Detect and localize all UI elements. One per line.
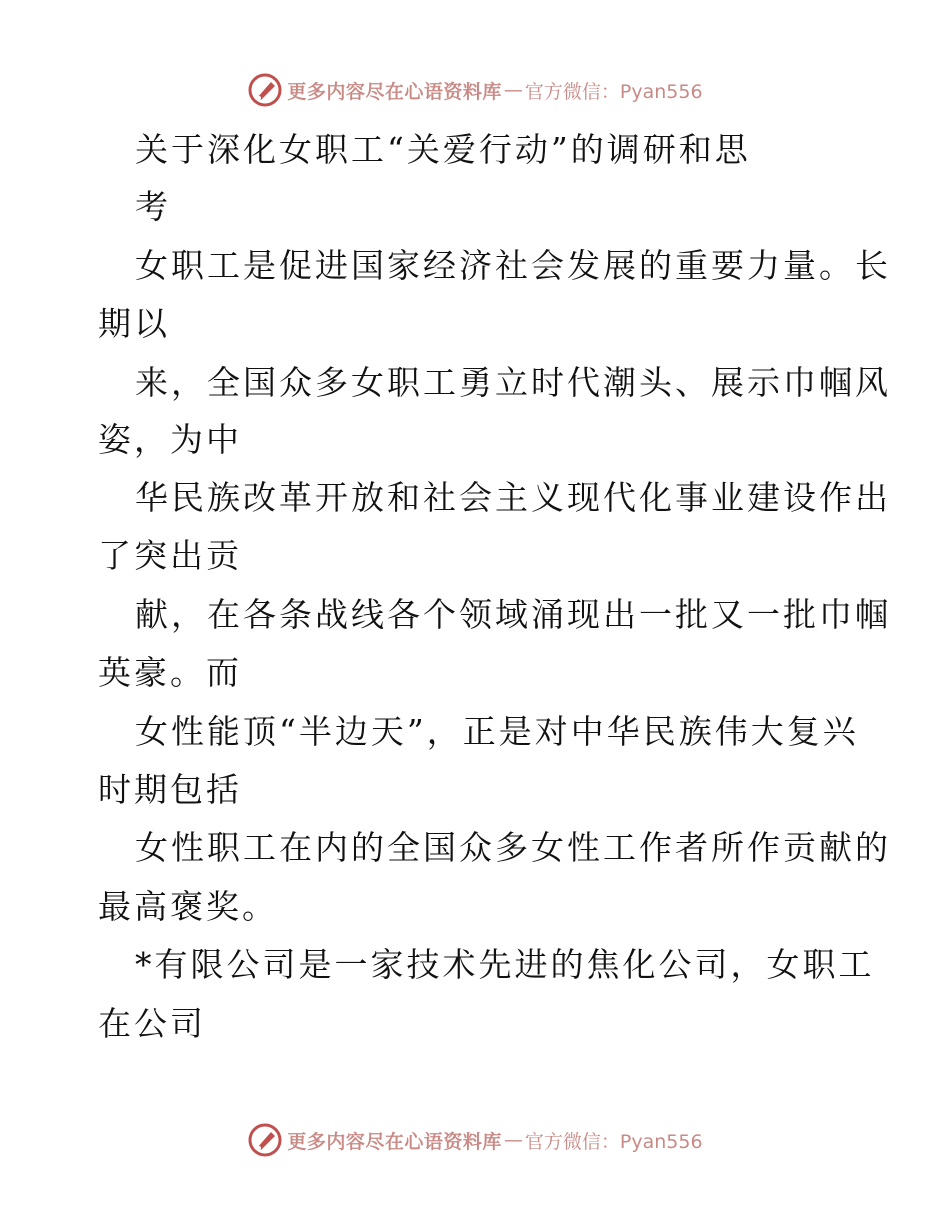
paragraph-line: 时期包括 [98,770,242,809]
paragraph-line: 女性能顶“半边天”，正是对中华民族伟大复兴 [135,712,859,751]
paragraph-line: 期以 [98,304,170,343]
paragraph-line: *有限公司是一家技术先进的焦化公司，女职工 [135,945,875,984]
paragraph-line: 华民族改革开放和社会主义现代化事业建设作出 [135,478,891,517]
watermark-contact: 官方微信：Pyan556 [524,80,703,103]
paragraph-line: 了突出贡 [98,536,242,575]
watermark-text: 更多内容尽在心语资料库 [287,1130,502,1153]
paragraph-line: 最高褒奖。 [98,887,278,926]
title-line-2: 考 [135,187,171,226]
watermark-contact: 官方微信：Pyan556 [524,1130,703,1153]
paragraph-line: 女性职工在内的全国众多女性工作者所作贡献的 [135,828,891,867]
paragraph-line: 献，在各条战线各个领域涌现出一批又一批巾帼 [135,595,891,634]
watermark-text: 更多内容尽在心语资料库 [287,80,502,103]
pen-nib-logo-icon [247,1122,283,1158]
header-watermark [0,70,950,110]
watermark-dash: — [503,79,523,101]
paragraph-line: 女职工是促进国家经济社会发展的重要力量。长 [135,246,891,285]
paragraph-line: 来，全国众多女职工勇立时代潮头、展示巾帼风 [135,363,891,402]
pen-nib-logo-icon [247,72,283,108]
footer-watermark [0,1120,950,1160]
watermark-dash: — [503,1129,523,1151]
paragraph-line: 在公司 [98,1004,206,1043]
title-line-1: 关于深化女职工“关爱行动”的调研和思 [135,130,751,169]
paragraph-line: 英豪。而 [98,653,242,692]
paragraph-line: 姿，为中 [98,420,242,459]
